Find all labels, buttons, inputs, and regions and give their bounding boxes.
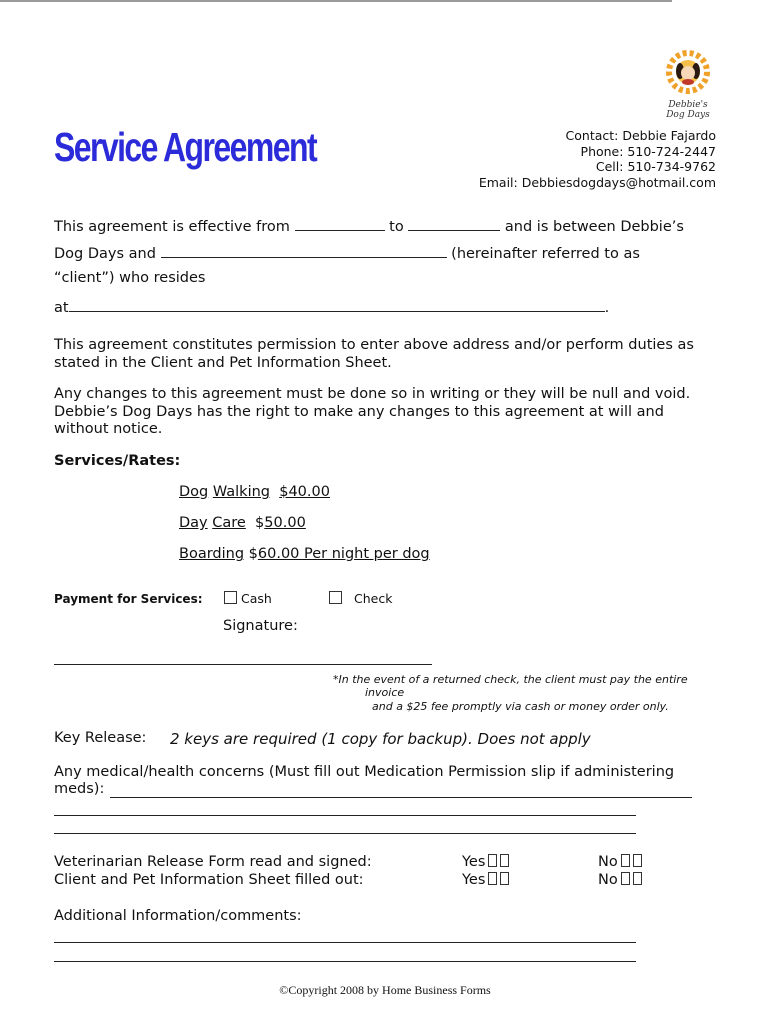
client-sheet-no[interactable]	[598, 872, 642, 888]
service-boarding	[179, 546, 430, 562]
contact-block	[479, 128, 716, 190]
returned-check-note-2: invoice	[365, 686, 405, 699]
vet-release-yes[interactable]	[462, 854, 509, 870]
check-checkbox[interactable]	[329, 591, 342, 604]
comments-line-1[interactable]	[54, 942, 636, 943]
comments-line-2[interactable]	[54, 961, 636, 962]
cash-checkbox[interactable]	[224, 591, 237, 604]
key-release-label: Key Release:	[54, 730, 147, 746]
logo-text-line1: Debbie's	[668, 100, 708, 110]
yes-box[interactable]	[500, 872, 509, 885]
service-name: Day	[179, 515, 208, 531]
medical-field-line-2[interactable]	[54, 815, 636, 816]
top-rule	[0, 0, 672, 2]
logo-text-line2: Dog Days	[666, 110, 710, 120]
permission-paragraph: This agreement constitutes permission to enter above address and/or perform duties as stated in the Client and Pet Information Sheet.	[54, 337, 694, 371]
agreement-text: .	[604, 300, 610, 316]
vet-release-no[interactable]	[598, 854, 642, 870]
yes-box[interactable]	[488, 854, 497, 867]
vet-release-label: Veterinarian Release Form read and signed:	[54, 854, 372, 870]
changes-paragraph: Any changes to this agreement must be done so in writing or they will be null and void. Debbie’s Dog Days has the right to make any changes to this agreement at will and without notice.	[54, 386, 691, 437]
agreement-text: (hereinafter referred to as	[451, 246, 640, 262]
start-date-field[interactable]	[295, 216, 385, 231]
medical-field-line-3[interactable]	[54, 833, 636, 834]
yes-label: Yes	[462, 872, 486, 888]
yes-box[interactable]	[488, 872, 497, 885]
service-name: Walking	[212, 484, 271, 500]
payment-label: Payment for Services:	[54, 592, 203, 606]
copyright: ©Copyright 2008 by Home Business Forms	[279, 983, 491, 997]
service-price: 50.00	[264, 515, 306, 531]
logo	[660, 44, 716, 128]
service-price: 60.00 Per night per dog	[257, 546, 430, 562]
client-name-field[interactable]	[161, 243, 447, 258]
client-sheet-yes[interactable]	[462, 872, 509, 888]
agreement-text: to	[389, 219, 404, 235]
client-sheet-label: Client and Pet Information Sheet filled out:	[54, 872, 364, 888]
currency-symbol: $	[255, 515, 265, 531]
currency-symbol: $	[248, 546, 258, 562]
agreement-line-2	[54, 243, 640, 262]
cash-option[interactable]	[224, 591, 272, 606]
end-date-field[interactable]	[408, 216, 500, 231]
service-day-care	[179, 515, 306, 531]
service-price: $40.00	[279, 484, 330, 500]
check-label: Check	[354, 591, 393, 606]
signature-label: Signature:	[223, 618, 298, 634]
contact-name: Contact: Debbie Fajardo	[565, 128, 716, 143]
no-box[interactable]	[621, 854, 630, 867]
contact-email: Email: Debbiesdogdays@hotmail.com	[478, 174, 716, 190]
no-box[interactable]	[633, 872, 642, 885]
yes-label: Yes	[462, 854, 486, 870]
address-field[interactable]	[69, 297, 605, 312]
contact-phone: Phone: 510-724-2447	[580, 143, 716, 159]
page-title: Service Agreement	[54, 124, 317, 170]
key-release-text: 2 keys are required (1 copy for backup). Does not apply	[170, 730, 591, 748]
yes-box[interactable]	[500, 854, 509, 867]
agreement-text: This agreement is effective from	[54, 219, 290, 235]
contact-cell: Cell: 510-734-9762	[595, 159, 716, 174]
no-label: No	[598, 872, 618, 888]
cash-label: Cash	[241, 591, 272, 606]
agreement-text: at	[54, 300, 69, 316]
medical-line-1: Any medical/health concerns (Must fill out Medication Permission slip if administering	[54, 764, 675, 780]
agreement-line-3: “client”) who resides	[54, 270, 206, 286]
signature-line[interactable]	[54, 664, 432, 665]
sun-dog-logo-icon	[660, 44, 716, 100]
no-box[interactable]	[621, 872, 630, 885]
additional-info-label: Additional Information/comments:	[54, 908, 302, 924]
service-name: Boarding	[179, 546, 245, 562]
returned-check-note-1: *In the event of a returned check, the client must pay the entire	[333, 673, 688, 686]
service-name: Dog	[179, 484, 209, 500]
no-box[interactable]	[633, 854, 642, 867]
agreement-text: Dog Days and	[54, 246, 156, 262]
medical-field-line-1[interactable]	[110, 797, 692, 798]
service-dog-walking	[179, 484, 330, 500]
no-label: No	[598, 854, 618, 870]
check-option[interactable]	[329, 591, 392, 606]
returned-check-note-3: and a $25 fee promptly via cash or money order only.	[372, 700, 669, 713]
medical-line-2: meds):	[54, 781, 105, 797]
agreement-text: and is between Debbie’s	[504, 219, 684, 235]
agreement-line-4	[54, 297, 609, 316]
agreement-line-1	[54, 216, 684, 235]
service-name: Care	[212, 515, 246, 531]
services-heading: Services/Rates:	[54, 453, 181, 469]
